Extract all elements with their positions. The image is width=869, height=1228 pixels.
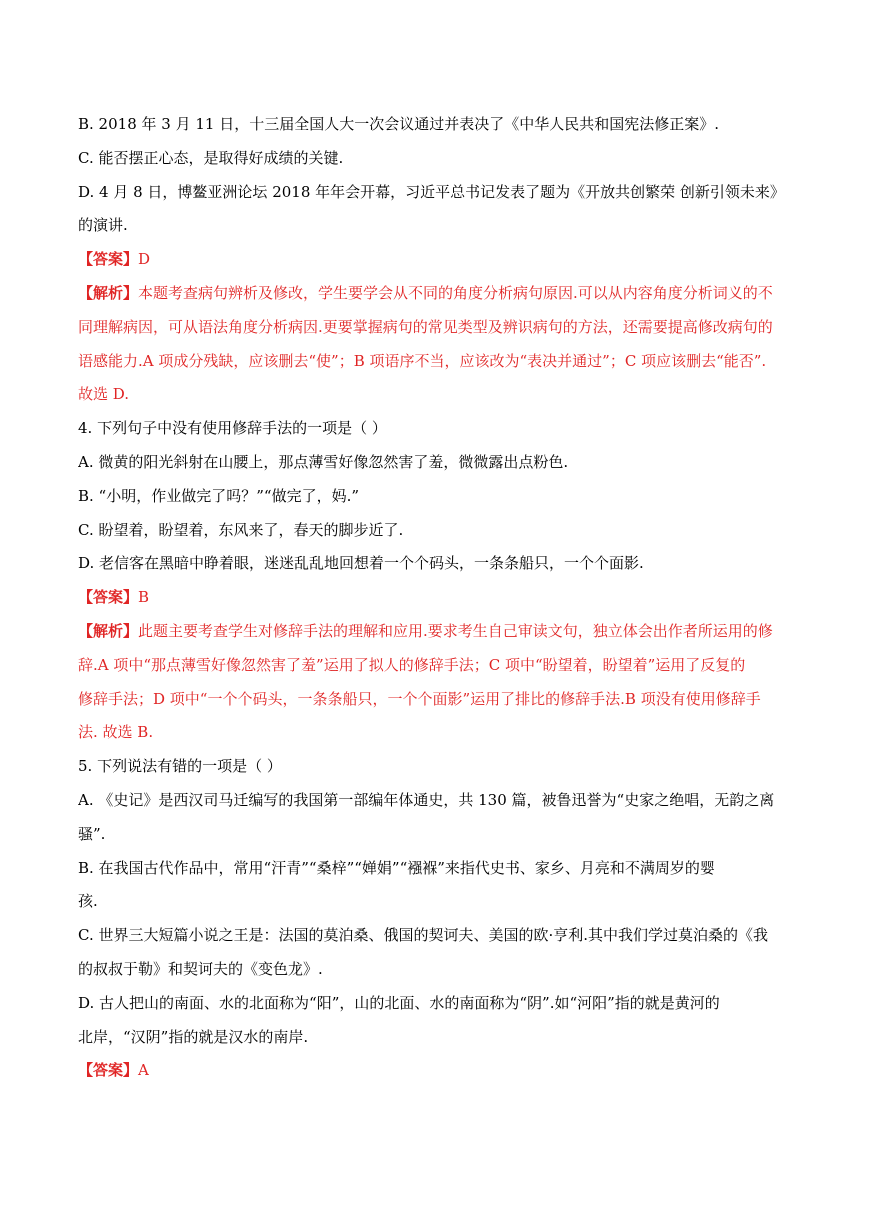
text-line-content: 的叔叔于勒》和契诃夫的《变色龙》. — [78, 959, 323, 978]
analysis-text: 语感能力.A 项成分残缺，应该删去“使”；B 项语序不当，应该改为“表决并通过”；C 项应该删去“能否”. — [78, 351, 767, 370]
text-line-content: D. 4 月 8 日，博鳌亚洲论坛 2018 年年会开幕，习近平总书记发表了题为《开放共创繁荣 创新引领未来》 — [78, 182, 785, 201]
text-line — [78, 852, 794, 886]
text-line-content: A. 《史记》是西汉司马迁编写的我国第一部编年体通史，共 130 篇，被鲁迅誉为“史家之绝唱，无韵之离 — [78, 790, 775, 809]
document-page — [78, 108, 794, 1088]
text-line-content: B. “小明，作业做完了吗？”“做完了，妈.” — [78, 486, 360, 505]
answer-value: B — [138, 588, 150, 607]
text-line — [78, 919, 794, 953]
answer-line — [78, 243, 794, 277]
analysis-line — [78, 716, 794, 750]
analysis-line — [78, 649, 794, 683]
text-line — [78, 750, 794, 784]
text-line-content: A. 微黄的阳光斜射在山腰上，那点薄雪好像忽然害了羞，微微露出点粉色. — [78, 452, 569, 471]
text-line — [78, 142, 794, 176]
text-line — [78, 108, 794, 142]
analysis-text: 法. 故选 B. — [78, 723, 154, 742]
text-line-content: 4. 下列句子中没有使用修辞手法的一项是（ ） — [78, 419, 387, 438]
analysis-label: 【解析】 — [78, 283, 139, 302]
analysis-text: 同理解病因，可从语法角度分析病因.更要掌握病句的常见类型及辨识病句的方法，还需要提高修改病句的 — [78, 317, 773, 336]
text-line-content: C. 盼望着，盼望着，东风来了，春天的脚步近了. — [78, 520, 404, 539]
answer-label: 【答案】 — [78, 250, 139, 269]
answer-value: A — [138, 1061, 149, 1080]
analysis-text: 故选 D. — [78, 385, 130, 404]
text-line — [78, 480, 794, 514]
analysis-text: 修辞手法；D 项中“一个个码头，一条条船只，一个个面影”运用了排比的修辞手法.B 项没有使用修辞手 — [78, 689, 761, 708]
text-line-content: B. 2018 年 3 月 11 日，十三届全国人大一次会议通过并表决了《中华人民共和国宪法修正案》. — [78, 115, 719, 133]
text-line-content: 的演讲. — [78, 216, 128, 235]
analysis-text: 本题考查病句辨析及修改，学生要学会从不同的角度分析病句原因.可以从内容角度分析词义的不 — [138, 283, 773, 302]
analysis-label: 【解析】 — [78, 621, 139, 640]
text-line — [78, 446, 794, 480]
text-line — [78, 1021, 794, 1055]
text-line — [78, 818, 794, 852]
text-line-content: D. 古人把山的南面、水的北面称为“阳”，山的北面、水的南面称为“阴”.如“河阳”指的就是黄河的 — [78, 993, 720, 1012]
analysis-line — [78, 345, 794, 379]
text-line-content: D. 老信客在黑暗中睁着眼，迷迷乱乱地回想着一个个码头，一条条船只，一个个面影. — [78, 554, 644, 573]
text-line — [78, 547, 794, 581]
analysis-line — [78, 311, 794, 345]
text-line — [78, 987, 794, 1021]
analysis-line — [78, 277, 794, 311]
text-line-content: C. 世界三大短篇小说之王是：法国的莫泊桑、俄国的契诃夫、美国的欧·亨利.其中我们学过莫泊桑的《我 — [78, 926, 769, 945]
analysis-text: 辞.A 项中“那点薄雪好像忽然害了羞”运用了拟人的修辞手法；C 项中“盼望着，盼望着”运用了反复的 — [78, 655, 746, 674]
text-line — [78, 176, 794, 210]
text-line — [78, 885, 794, 919]
answer-label: 【答案】 — [78, 588, 139, 607]
answer-value: D — [138, 250, 151, 269]
answer-label: 【答案】 — [78, 1061, 139, 1080]
text-line-content: C. 能否摆正心态，是取得好成绩的关键. — [78, 148, 344, 167]
analysis-line — [78, 615, 794, 649]
text-line — [78, 953, 794, 987]
text-line-content: 骚”. — [78, 824, 106, 843]
text-line — [78, 209, 794, 243]
analysis-line — [78, 378, 794, 412]
text-line-content: 孩. — [78, 892, 98, 911]
text-line — [78, 514, 794, 548]
text-line — [78, 784, 794, 818]
text-line-content: 5. 下列说法有错的一项是（ ） — [78, 757, 282, 776]
text-line-content: 北岸，“汉阴”指的就是汉水的南岸. — [78, 1027, 309, 1046]
answer-line — [78, 1054, 794, 1088]
analysis-line — [78, 683, 794, 717]
answer-line — [78, 581, 794, 615]
text-line — [78, 412, 794, 446]
text-line-content: B. 在我国古代作品中，常用“汗青”“桑梓”“婵娟”“襁褓”来指代史书、家乡、月亮和不满周岁的婴 — [78, 858, 715, 877]
analysis-text: 此题主要考查学生对修辞手法的理解和应用.要求考生自己审读文句，独立体会出作者所运用的修 — [138, 621, 773, 640]
